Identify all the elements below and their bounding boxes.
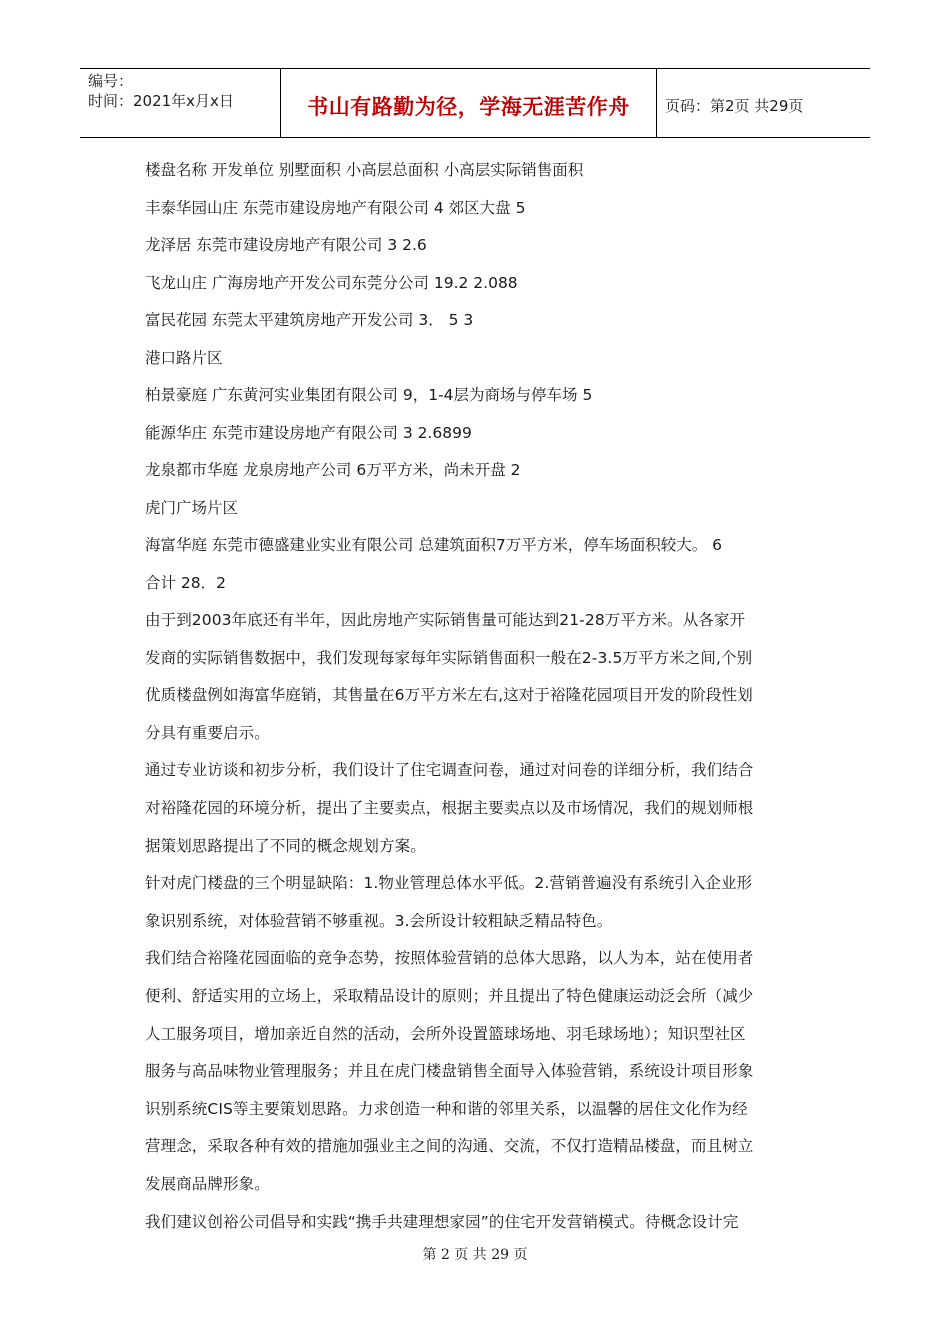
paragraph-defects <box>145 865 805 940</box>
page-label: 页码：第2页 共29页 <box>665 96 804 115</box>
paragraph-line: 发展商品牌形象。 <box>145 1174 270 1193</box>
paragraph-line: 分具有重要启示。 <box>145 723 270 742</box>
paragraph-survey <box>145 752 805 865</box>
table-line: 能源华庄 东莞市建设房地产有限公司 3 2.6899 <box>145 423 472 442</box>
header-meta <box>80 69 281 137</box>
table-line: 海富华庭 东莞市德盛建业实业有限公司 总建筑面积7万平方米，停车场面积较大。 6 <box>145 536 723 554</box>
table-line: 龙泽居 东莞市建设房地产有限公司 3 2.6 <box>145 236 427 254</box>
paragraph-line: 由于到2003年底还有半年，因此房地产实际销售量可能达到21-28万平方米。从各家开 <box>145 611 746 629</box>
table-line: 楼盘名称 开发单位 别墅面积 小高层总面积 小高层实际销售面积 <box>145 161 584 179</box>
paragraph-line: 象识别系统，对体验营销不够重视。3.会所设计较粗缺乏精品特色。 <box>145 911 613 930</box>
document-body <box>145 152 805 1241</box>
paragraph-sales <box>145 602 805 752</box>
table-line: 丰泰华园山庄 东莞市建设房地产有限公司 4 郊区大盘 5 <box>145 198 526 217</box>
time-label: 时间：2021年x月x日 <box>88 92 234 110</box>
table-line: 龙泉都市华庭 龙泉房地产公司 6万平方米，尚未开盘 2 <box>145 461 521 479</box>
paragraph-line: 据策划思路提出了不同的概念规划方案。 <box>145 836 426 855</box>
section-heading: 港口路片区 <box>145 348 223 367</box>
header-table <box>80 68 870 138</box>
motto: 书山有路勤为径，学海无涯苦作舟 <box>307 95 630 119</box>
section-heading: 虎门广场片区 <box>145 498 239 517</box>
paragraph-line: 识别系统CIS等主要策划思路。力求创造一种和谐的邻里关系，以温馨的居住文化作为经 <box>145 1099 748 1118</box>
header-page-cell <box>657 69 870 137</box>
paragraph-line: 优质楼盘例如海富华庭销，其售量在6万平方米左右,这对于裕隆花园项目开发的阶段性划 <box>145 686 753 705</box>
paragraph-line: 对裕隆花园的环境分析，提出了主要卖点，根据主要卖点以及市场情况，我们的规划师根 <box>145 798 754 817</box>
paragraph-line: 人工服务项目，增加亲近自然的活动，会所外设置篮球场地、羽毛球场地）；知识型社区 <box>145 1024 746 1043</box>
paragraph-strategy <box>145 940 805 1203</box>
table-line: 柏景豪庭 广东黄河实业集团有限公司 9，1-4层为商场与停车场 5 <box>145 386 593 404</box>
paragraph-line: 我们建议创裕公司倡导和实践“携手共建理想家园”的住宅开发营销模式。待概念设计完 <box>145 1212 739 1231</box>
table-line: 飞龙山庄 广海房地产开发公司东莞分公司 19.2 2.088 <box>145 273 518 292</box>
paragraph-line: 我们结合裕隆花园面临的竞争态势，按照体验营销的总体大思路，以人为本，站在使用者 <box>145 949 754 968</box>
code-label: 编号： <box>88 72 134 90</box>
total-line: 合计 28．2 <box>145 573 227 592</box>
paragraph-line: 发商的实际销售数据中，我们发现每家每年实际销售面积一般在2-3.5万平方米之间,个别 <box>145 648 753 667</box>
paragraph-proposal <box>145 1204 805 1242</box>
page-footer: 第 2 页 共 29 页 <box>422 1247 528 1263</box>
paragraph-line: 营理念，采取各种有效的措施加强业主之间的沟通、交流，不仅打造精品楼盘，而且树立 <box>145 1137 754 1156</box>
table-line: 富民花园 东莞太平建筑房地产开发公司 3． 5 3 <box>145 311 474 329</box>
paragraph-line: 通过专业访谈和初步分析，我们设计了住宅调查问卷，通过对问卷的详细分析，我们结合 <box>145 761 754 780</box>
paragraph-line: 便利、舒适实用的立场上，采取精品设计的原则；并且提出了特色健康运动泛会所（减少 <box>145 986 754 1005</box>
paragraph-line: 服务与高品味物业管理服务；并且在虎门楼盘销售全面导入体验营销，系统设计项目形象 <box>145 1062 754 1081</box>
paragraph-line: 针对虎门楼盘的三个明显缺陷：1.物业管理总体水平低。2.营销普遍没有系统引入企业形 <box>145 874 753 893</box>
header-motto-cell <box>281 69 657 137</box>
